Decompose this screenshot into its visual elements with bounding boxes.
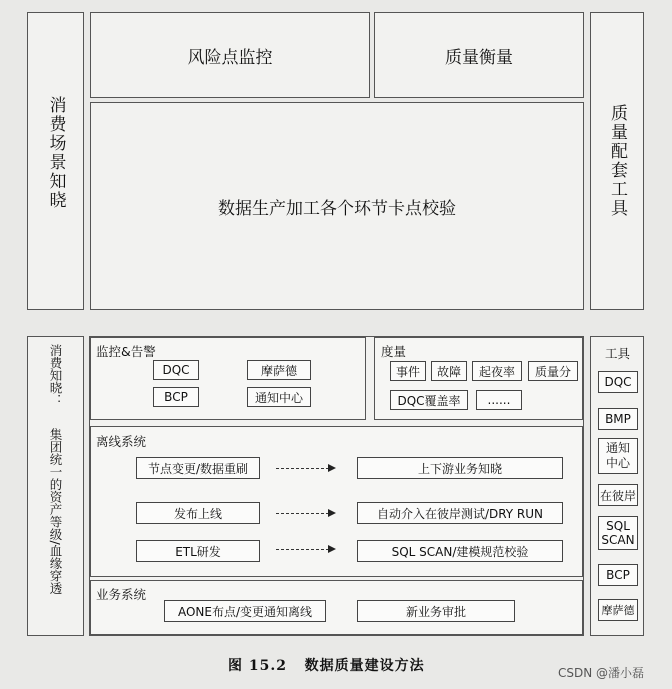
tool-sql-scan xyxy=(598,516,638,550)
offline-right-upstream-aware: 上下游业务知晓 xyxy=(357,457,563,479)
tools-title: 工具 xyxy=(605,346,631,361)
csdn-watermark: CSDN @潘小磊 xyxy=(558,666,645,680)
tool-sql-scan-text: SQL SCAN xyxy=(601,519,635,547)
offline-system-title: 离线系统 xyxy=(96,434,147,449)
quality-measure-label: 质量衡量 xyxy=(445,47,513,68)
metric-night-rate: 起夜率 xyxy=(472,361,522,381)
consumer-scene-label xyxy=(27,96,84,210)
risk-monitor-box xyxy=(90,12,370,98)
metric-quality-score: 质量分 xyxy=(528,361,578,381)
metric-event: 事件 xyxy=(390,361,426,381)
offline-left-etl: ETL研发 xyxy=(136,540,260,562)
quality-tools-label xyxy=(590,104,644,218)
offline-left-release: 发布上线 xyxy=(136,502,260,524)
offline-right-dry-run: 自动介入在彼岸测试/DRY RUN xyxy=(357,502,563,524)
tool-mossad: 摩萨德 xyxy=(598,599,638,621)
business-approval: 新业务审批 xyxy=(357,600,515,622)
checkpoint-label: 数据生产加工各个环节卡点校验 xyxy=(218,198,456,219)
risk-monitor-label: 风险点监控 xyxy=(187,47,273,68)
tool-bmp: BMP xyxy=(598,408,638,430)
metric-dqc-coverage: DQC覆盖率 xyxy=(390,390,468,410)
tool-notify-center-text: 通知中心 xyxy=(605,441,630,470)
offline-right-sql-scan: SQL SCAN/建模规范校验 xyxy=(357,540,563,562)
monitor-alert-title: 监控&告警 xyxy=(96,344,156,359)
monitor-item-mossad: 摩萨德 xyxy=(247,360,311,380)
consumer-awareness-body xyxy=(27,428,84,595)
consumer-awareness-head xyxy=(27,344,84,407)
tool-biyan: 在彼岸 xyxy=(598,484,638,506)
offline-left-node-change: 节点变更/数据重刷 xyxy=(136,457,260,479)
monitor-item-dqc: DQC xyxy=(153,360,199,380)
figure-caption: 图 15.2 数据质量建设方法 xyxy=(228,658,425,674)
tool-dqc: DQC xyxy=(598,371,638,393)
quality-measure-box xyxy=(374,12,584,98)
arrow-node-change xyxy=(276,468,334,469)
metric-more: ...... xyxy=(476,390,522,410)
quality-tools-label-text: 质量配套工具 xyxy=(607,104,627,218)
arrow-release xyxy=(276,513,334,514)
tool-notify-center xyxy=(598,438,638,474)
metric-fault: 故障 xyxy=(431,361,467,381)
arrow-etl xyxy=(276,549,334,550)
business-aone: AONE布点/变更通知离线 xyxy=(164,600,326,622)
checkpoint-box xyxy=(90,102,584,310)
consumer-awareness-head-text: 消费知晓： xyxy=(48,344,63,407)
consumer-awareness-body-text: 集团统一的资产等级/血缘穿透 xyxy=(48,428,63,595)
business-system-title: 业务系统 xyxy=(96,587,147,602)
monitor-item-notify-center: 通知中心 xyxy=(247,387,311,407)
consumer-scene-label-text: 消费场景知晓 xyxy=(45,96,66,210)
metrics-title: 度量 xyxy=(381,344,407,359)
tool-bcp: BCP xyxy=(598,564,638,586)
monitor-item-bcp: BCP xyxy=(153,387,199,407)
